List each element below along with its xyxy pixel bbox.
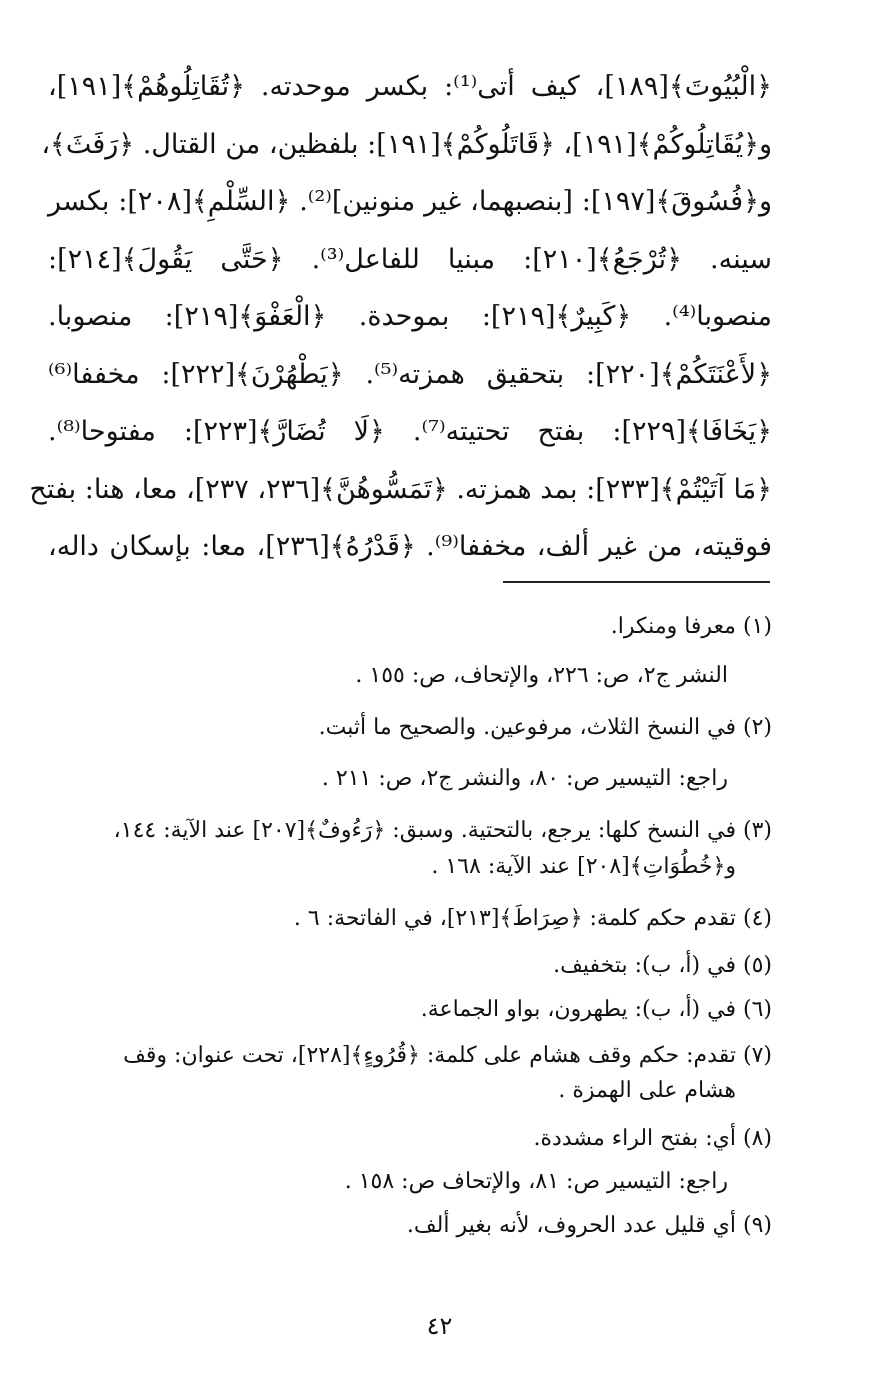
footnote-text: أي: بفتح الراء مشددة. [533,1126,736,1151]
footnote [52,903,772,935]
footnote-text: و﴿خُطُوَاتِ﴾[٢٠٨] عند الآية: ١٦٨ . [431,854,736,879]
footnote-text: راجع: التيسير ص: ٨٠، والنشر ج٢، ص: ٢١١ . [321,766,728,791]
page-number: ٤٢ [426,1312,453,1340]
text-line: ﴿مَا آتَيْتُمْ﴾[٢٣٣]: بمد همزته. ﴿تَمَسُّوهُنَّ﴾[٢٣٦، ٢٣٧]، معا، هنا: بفتح [29,473,772,505]
footnote-text: في (أ، ب): يطهرون، بواو الجماعة. [420,997,736,1022]
footnote [52,994,772,1026]
footnote [52,1123,772,1155]
text-line: سينه. ﴿تُرْجَعُ﴾[٢١٠]: مبنيا للفاعل⁽³⁾. ﴿حَتَّى يَقُولَ﴾[٢١٤]: [48,243,772,275]
footnote-text: النشر ج٢، ص: ٢٢٦، والإتحاف، ص: ١٥٥ . [355,663,728,688]
footnote-number: (٤) [742,906,772,931]
text-line: ﴿الْبُيُوتَ﴾[١٨٩]، كيف أتى⁽¹⁾: بكسر موحدته. ﴿تُقَاتِلُوهُمْ﴾[١٩١]، [48,71,772,102]
footnote-text: تقدم: حكم وقف هشام على كلمة: ﴿قُرُوءٍ﴾[٢٢٨]، تحت عنوان: وقف [123,1043,736,1068]
footnote-text: معرفا ومنكرا. [610,614,736,639]
footnote-text: تقدم حكم كلمة: ﴿صِرَاطَ﴾[٢١٣]، في الفاتحة: ٦ . [293,906,736,931]
text-line: و﴿فُسُوقَ﴾[١٩٧]: [بنصبهما، غير منونين]⁽²⁾. ﴿السِّلْمِ﴾[٢٠٨]: بكسر [48,186,773,217]
footnote [52,815,772,847]
footnote-continuation [52,1075,772,1107]
footnote [52,1040,772,1072]
footnote-text: أي قليل عدد الحروف، لأنه بغير ألف. [406,1213,736,1238]
footnote [52,950,772,982]
footnote-number: (٢) [742,715,772,740]
footnote-reference [52,1166,772,1198]
footnote-number: (٣) [742,818,772,843]
footnote-text: في النسخ كلها: يرجع، بالتحتية. وسبق: ﴿رَءُوفٌ﴾[٢٠٧] عند الآية: ١٤٤، [113,818,736,843]
footnote-number: (٩) [742,1213,772,1238]
text-line: فوقيته، من غير ألف، مخففا⁽⁹⁾. ﴿قَدْرُهُ﴾[٢٣٦]، معا: بإسكان داله، [48,531,772,562]
footnote-continuation [52,851,772,883]
text-line: منصوبا⁽⁴⁾. ﴿كَبِيرٌ﴾[٢١٩]: بموحدة. ﴿الْعَفْوَ﴾[٢١٩]: منصوبا. [48,301,772,332]
main-text [29,58,773,576]
text-line: ﴿يَخَافَا﴾[٢٢٩]: بفتح تحتيته⁽⁷⁾. ﴿لَا تُضَارَّ﴾[٢٢٣]: مفتوحا⁽⁸⁾. [48,416,772,447]
text-line: ﴿لأَعْنَتَكُمْ﴾[٢٢٠]: بتحقيق همزته⁽⁵⁾. ﴿يَطْهُرْنَ﴾[٢٢٢]: مخففا⁽⁶⁾ [48,358,773,390]
footnote [52,712,772,744]
footnote [52,1210,772,1242]
footnote-text: في (أ، ب): بتخفيف. [553,953,736,978]
footnote-number: (٥) [742,953,772,978]
footnote [52,611,772,643]
footnote-reference [52,763,772,795]
text-line: و﴿يُقَاتِلُوكُمْ﴾[١٩١]، ﴿قَاتَلُوكُمْ﴾[١٩١]: بلفظين، من القتال. ﴿رَفَثَ﴾، [41,128,772,160]
footnote-text: راجع: التيسير ص: ٨١، والإتحاف ص: ١٥٨ . [344,1169,728,1194]
footnote-separator [503,581,770,583]
footnote-reference [52,660,772,692]
footnote-number: (٧) [742,1043,772,1068]
footnote-number: (٦) [742,997,772,1022]
footnote-text: هشام على الهمزة . [558,1078,736,1103]
footnote-text: في النسخ الثلاث، مرفوعين. والصحيح ما أثبت. [318,715,736,740]
footnote-number: (٨) [742,1126,772,1151]
footnote-number: (١) [742,614,772,639]
